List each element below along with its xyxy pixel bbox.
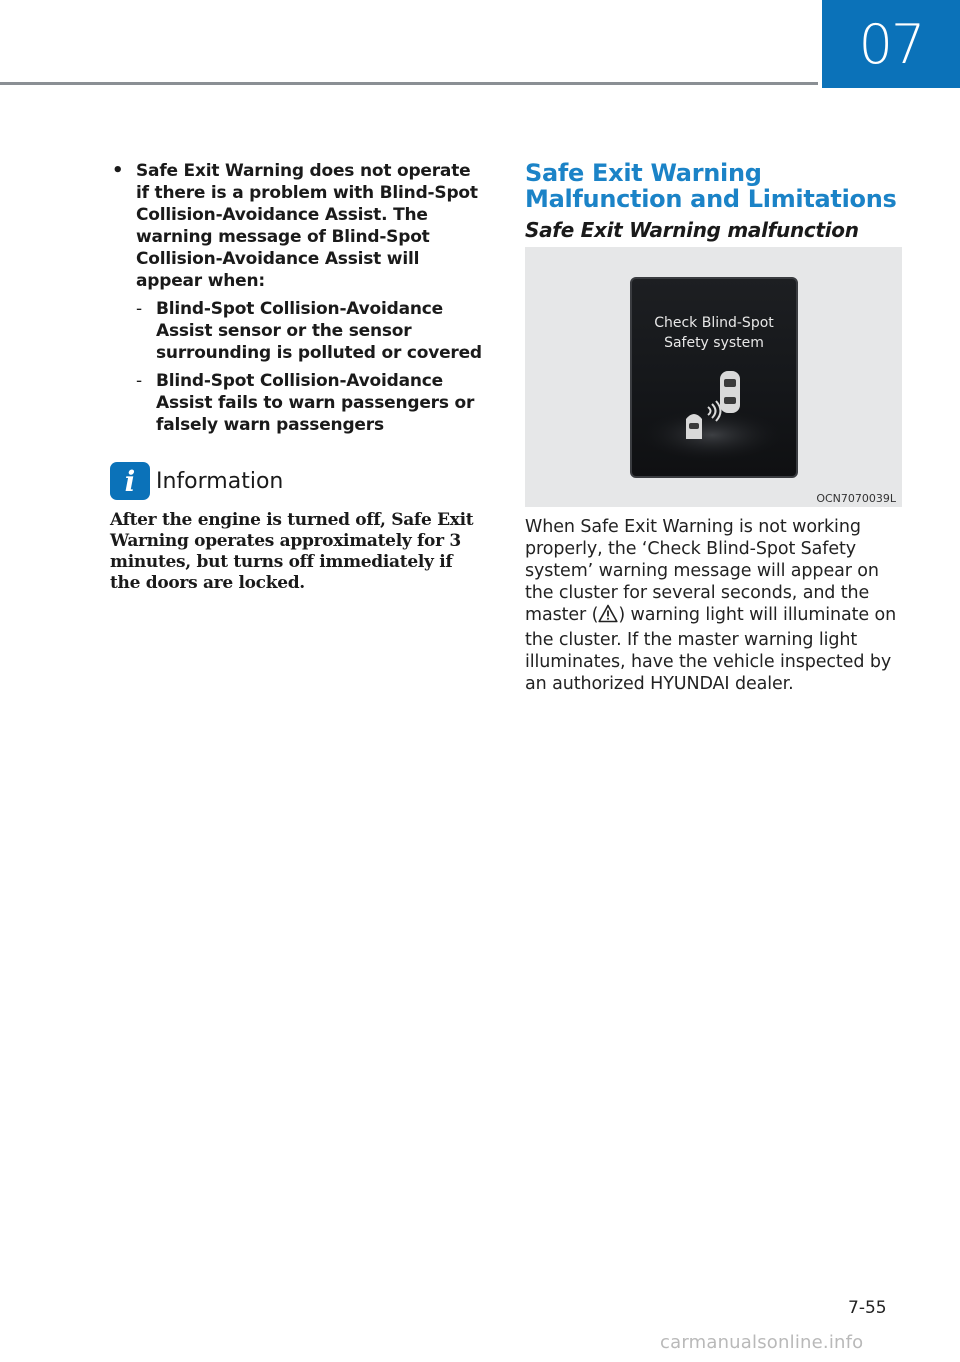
warning-triangle-icon (598, 604, 618, 629)
information-title: Information (156, 468, 284, 494)
bullet-text: Safe Exit Warning does not operate if there is a problem with Blind-Spot Collision-Avoidance Assist. The warning message of Blind-Spot Collision-Avoidance Assist will appear when: (136, 161, 478, 291)
figure-code: OCN7070039L (816, 492, 896, 505)
section-subtitle: Safe Exit Warning malfunction (525, 218, 859, 242)
header-rule (0, 82, 818, 85)
sub-list-item (136, 370, 482, 436)
info-icon: i (110, 462, 150, 500)
bullet-item (110, 160, 482, 292)
body-text-before: When Safe Exit Warning is not working properly, the ‘Check Blind-Spot Safety system’ warning message will appear on the cluster for several seconds, and the master ( (525, 517, 879, 625)
left-column (110, 160, 482, 442)
right-column (525, 160, 905, 242)
sub-item-text: Blind-Spot Collision-Avoidance Assist sensor or the sensor surrounding is polluted or covered (156, 299, 482, 363)
sub-list-item (136, 298, 482, 364)
cluster-figure (525, 247, 902, 507)
sub-list (136, 298, 482, 436)
information-heading (110, 462, 482, 500)
sub-dash: - (136, 371, 143, 391)
body-text-after: ) warning light will illuminate on the cluster. If the master warning light illuminates, have the vehicle inspected by an authorized HYUNDAI dealer. (525, 605, 897, 694)
cluster-message-line2: Safety system (664, 335, 764, 351)
body-paragraph (525, 516, 905, 695)
chapter-tab: 07 (822, 0, 960, 88)
bullet-mark: • (112, 160, 124, 181)
section-title: Safe Exit Warning Malfunction and Limitations (525, 159, 897, 213)
vehicles-icon (632, 367, 796, 477)
cluster-message-line1: Check Blind-Spot (654, 315, 774, 331)
cluster-screen (630, 277, 798, 478)
page-number: 7-55 (848, 1298, 887, 1318)
information-box (110, 462, 482, 594)
sub-dash: - (136, 299, 143, 319)
sub-item-text: Blind-Spot Collision-Avoidance Assist fails to warn passengers or falsely warn passengers (156, 371, 475, 435)
watermark: carmanualsonline.info (660, 1332, 864, 1353)
information-text: After the engine is turned off, Safe Exit Warning operates approximately for 3 minutes, but turns off immediately if the doors are locked. (110, 510, 474, 593)
cluster-message (632, 313, 796, 353)
